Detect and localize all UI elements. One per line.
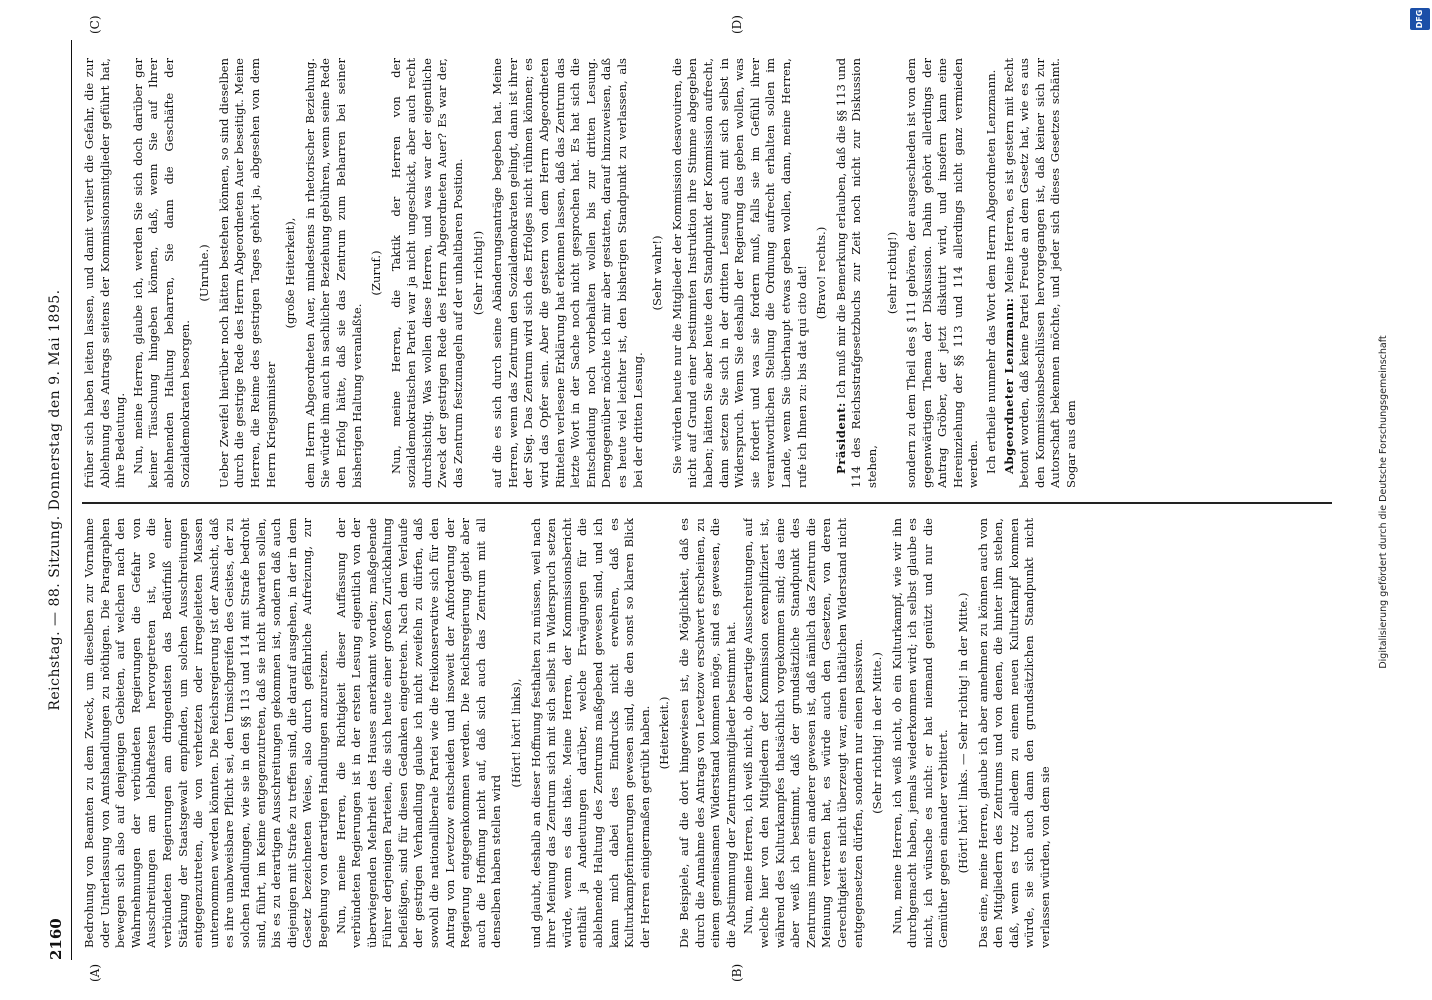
interjection: (Sehr richtig! in der Mitte.) bbox=[870, 652, 885, 814]
interjection: (Zuruf.) bbox=[369, 250, 384, 296]
text-paragraph: Ich ertheile nunmehr das Wort dem Herrn Abgeordneten Lenzmann. bbox=[984, 69, 999, 474]
interjection: (Heiterkeit.) bbox=[657, 696, 672, 770]
margin-marker-b: (B) bbox=[730, 963, 744, 982]
speaker-paragraph bbox=[1002, 58, 1080, 488]
margin-marker-d: (D) bbox=[730, 15, 744, 34]
page-title: Reichstag. — 88. Sitzung. Donnerstag den 9. Mai 1895. bbox=[47, 289, 63, 711]
speaker-text: Ich muß mir die Bemerkung erlauben, daß die §§ 113 und 114 des Reichsstrafgesetzbuchs zur Zeit noch nicht zur Diskussion stehen, bbox=[833, 58, 879, 488]
text-paragraph: Sie würden heute nur die Mitglieder der Kommission desavouiren, die nicht auf Grund einer bestimmten Instruktion ihre Stimme abgegeben haben; hätten Sie aber heute den Standpunkt der Kommission aufrecht, dann setzen Sie sich in der dritten Lesung auch mit sich selbst in Widerspruch. Wenn Sie deshalb der Regierung das geben wollen, was sie fordert und was sie fordern muß, falls sie im Gefühl ihrer verantwortlichen Stellung die Ordnung aufrecht erhalten sollen im Lande, wenn Sie überhaupt etwas geben wollen, dann, meine Herren, rufe ich Ihnen zu: bis dat qui cito dat! bbox=[669, 58, 809, 488]
interjection: (sehr richtig!) bbox=[884, 231, 899, 315]
interjection: (große Heiterkeit), bbox=[283, 217, 298, 329]
margin-marker-a: (A) bbox=[88, 963, 102, 982]
interjection: (Hört! hört! links. — Sehr richtig! in der Mitte.) bbox=[956, 592, 971, 874]
left-text-column bbox=[82, 518, 1332, 948]
right-text-column bbox=[82, 58, 1332, 488]
text-paragraph: Die Beispiele, auf die dort hingewiesen ist, die Möglichkeit, daß es durch die Annahme des Antrags von Levetzow erschwert erscheinen, zu einem gemeinsamen Widerstand kommen möge, sind es gewesen, die die Abstimmung der Zentrumsmitglieder bestimmt hat. bbox=[676, 518, 738, 948]
column-divider bbox=[82, 503, 1332, 505]
margin-marker-c: (C) bbox=[88, 15, 102, 34]
page-header bbox=[45, 40, 72, 960]
dfg-logo-text: DFG bbox=[1415, 9, 1424, 29]
interjection: (Bravo! rechts.) bbox=[814, 226, 829, 320]
dfg-logo bbox=[1410, 8, 1430, 30]
funding-note bbox=[1378, 22, 1392, 982]
text-paragraph: und glaubt, deshalb an dieser Hoffnung festhalten zu müssen, weil nach ihrer Meinung das Zentrum sich mit sich selbst in Widerspruch setzen würde, wenn es das thäte. Meine Herren, der Kommissionsbericht enthält ja Andeutungen darüber, welche Erwägungen für die ablehnende Haltung des Zentrums maßgebend gewesen sind, und ich kann mich dabei des Eindrucks nicht erwehren, daß es Kulturkampferinnerungen gewesen sind, die den sonst so klaren Blick der Herren einigermaßen getrübt haben. bbox=[528, 518, 652, 948]
speaker-name: Präsident: bbox=[833, 402, 848, 474]
text-paragraph: Bedrohung von Beamten zu dem Zweck, um dieselben zur Vornahme oder Unterlassung von Amtshandlungen zu nöthigen. Die Paragraphen bewegen sich also auf denjenigen Gebieten, auf welchen nach den Wahrnehmungen der verbündeten Regierungen die Gefahr von Ausschreitungen am lebhaftesten hervorgetreten ist, wo die verbündeten Regierungen am dringendsten das Bedürfniß einer Stärkung der Staatsgewalt empfinden, um solchen Ausschreitungen entgegenzutreten, die von verhetzten oder irregeleiteten Massen unternommen werden könnten. Die Reichsregierung ist der Ansicht, daß es ihre unabweisbare Pflicht sei, den Umsichgreifen des Geistes, der zu solchen Handlungen, wie sie in den §§ 113 und 114 mit Strafe bedroht sind, führt, im Keime entgegenzutreten, daß sie nicht abwarten sollen, bis es zu derartigen Ausschreitungen gekommen ist, sondern daß auch diejenigen mit Strafe zu treffen sind, die darauf ausgehen, in der in dem Gesetz bezeichneten Weise, also durch gefährliche Aufreizung, zur Begehung von derartigen Handlungen anzureizen. bbox=[82, 518, 330, 948]
funding-note-text: Digitalisierung gefördert durch die Deutsche Forschungsgemeinschaft bbox=[1378, 335, 1389, 669]
speaker-text: Meine Herren, es ist gestern mit Recht betont worden, daß keine Partei Freude an dem Gesetz hat, wie es aus den Kommissionsbeschlüssen hervorgegangen ist, daß keiner sich zur Autorschaft bekennen möchte, und jeder sich dieses Gesetzes schämt. Sogar aus dem bbox=[1001, 58, 1079, 488]
speaker-paragraph bbox=[834, 58, 881, 488]
interjection: (Hört! hört! links), bbox=[509, 678, 524, 788]
page-number: 2160 bbox=[47, 918, 65, 960]
text-paragraph: Nun, meine Herren, die Taktik der Herren von der sozialdemokratischen Partei war ja nicht ungeschickt, aber auch recht durchsichtig. Was wollen diese Herren, und was war der eigentliche Zweck der gestrigen Rede des Herrn Abgeordneten Auer? Es war der, das Zentrum festzunageln auf der unhaltbaren Position. bbox=[388, 58, 466, 488]
interjection: (Sehr wahr!) bbox=[650, 235, 665, 311]
text-paragraph: Ueber Zweifel hierüber noch hätten bestehen können, so sind dieselben durch die gestrige Rede des Herrn Abgeordneten Auer beseitigt. Meine Herren, die Reime des gestrigen Tages gehört ja, abgesehen von dem Herrn Kriegsminister bbox=[216, 58, 278, 488]
interjection: (Unruhe.) bbox=[197, 244, 212, 302]
text-paragraph: auf die es sich durch seine Abänderungsanträge begeben hat. Meine Herren, wenn das Zentrum den Sozialdemokraten gelingt, dann ist ihrer der Sieg. Das Zentrum wird sich des Erfolges nicht rühmen können; es wird das Opfer sein. Aber die gestern von dem Herrn Abgeordneten Rintelen verlesene Erklärung hat erkennen lassen, daß das Zentrum das letzte Wort in der Sache noch nicht gesprochen hat. Es hat sich die Entscheidung noch vorbehalten wollen bis zur dritten Lesung. Demgegenüber möchte ich mir aber gestatten, darauf hinzuweisen, daß es heute viel leichter ist, den bisherigen Standpunkt zu verlassen, als bei der dritten Lesung. bbox=[490, 58, 645, 488]
text-paragraph: Nun, meine Herren, die Richtigkeit dieser Auffassung der verbündeten Regierungen ist in der ersten Lesung eigentlich von der überwiegenden Mehrheit des Hauses anerkannt worden; maßgebende Führer derjenigen Parteien, die sich heute einer großen Zurückhaltung befleißigen, sind für diesen Gedanken eingetreten. Nach dem Verlaufe der gestrigen Verhandlung glaube ich nicht zweifeln zu dürfen, daß sowohl die nationalliberale Partei wie die freikonservative sich für den Antrag von Levetzow entscheiden und insoweit der Anforderung der Regierung entgegenkommen werden. Die Reichsregierung giebt aber auch die Hoffnung nicht auf, daß sich auch das Zentrum mit all denselben haben stellen wird bbox=[333, 518, 504, 948]
text-paragraph: Nun, meine Herren, glaube ich, werden Sie sich doch darüber gar keiner Täuschung hingeben können, daß, wenn Sie auf Ihrer ablehnenden Haltung beharren, Sie dann die Geschäfte der Sozialdemokraten besorgen. bbox=[130, 58, 192, 488]
text-paragraph: früher sich haben leiten lassen, und damit verliert die Gefahr, die zur Ablehnung des Antrags seitens der Kommissionsmitglieder geführt hat, ihre Bedeutung. bbox=[82, 58, 128, 488]
text-paragraph: Nun, meine Herren, ich weiß nicht, ob ein Kulturkampf, wie wir ihn durchgemacht haben, jemals wiederkommen wird; ich selbst glaube es nicht, ich wünsche es nicht: er hat niemand genützt und nur die Gemüther gegen einander verbittert. bbox=[889, 518, 951, 948]
speaker-name: Abgeordneter Lenzmann: bbox=[1001, 297, 1016, 474]
text-paragraph: dem Herrn Abgeordneten Auer, mindestens in rhetorischer Beziehung. Sie würde ihm auch in sachlicher Beziehung gebühren, wenn seine Rede den Erfolg hätte, daß sie das Zentrum zum Beharren bei seiner bisherigen Haltung veranlaßte. bbox=[302, 58, 364, 488]
text-paragraph: sondern zu dem Theil des § 111 gehören, der ausgeschieden ist von dem gegenwärtigen Thema der Diskussion. Dahin gehört allerdings der Antrag Gröber, der jetzt diskutirt wird, und insofern kann eine Hereinziehung der §§ 113 und 114 allerdings nicht ganz vermieden werden. bbox=[904, 58, 981, 488]
interjection: (Sehr richtig!) bbox=[470, 230, 485, 316]
text-paragraph: Nun, meine Herren, ich weiß nicht, ob derartige Ausschreitungen, auf welche hier von den Mitgliedern der Kommission exemplifiziert ist, während des Kulturkampfes thatsächlich vorgekommen sind; das eine aber weiß ich bestimmt, daß der grundsätzliche Standpunkt des Zentrums immer ein anderer gewesen ist, daß nämlich das Zentrum die Meinung vertreten hat, es würde auch den Gesetzen, von deren Gerechtigkeit es nicht überzeugt war, einen thätlichen Widerstand nicht entgegensetzen dürfen, sondern nur einen passiven. bbox=[741, 518, 865, 948]
text-paragraph: Das eine, meine Herren, glaube ich aber annehmen zu können auch von den Mitgliedern des Zentrums und von denen, die hinter ihm stehen, daß, wenn es trotz alledem zu einem neuen Kulturkampf kommen würde, sie sich auch dann den grundsätzlichen Standpunkt nicht verlassen würden, von dem sie bbox=[975, 518, 1053, 948]
